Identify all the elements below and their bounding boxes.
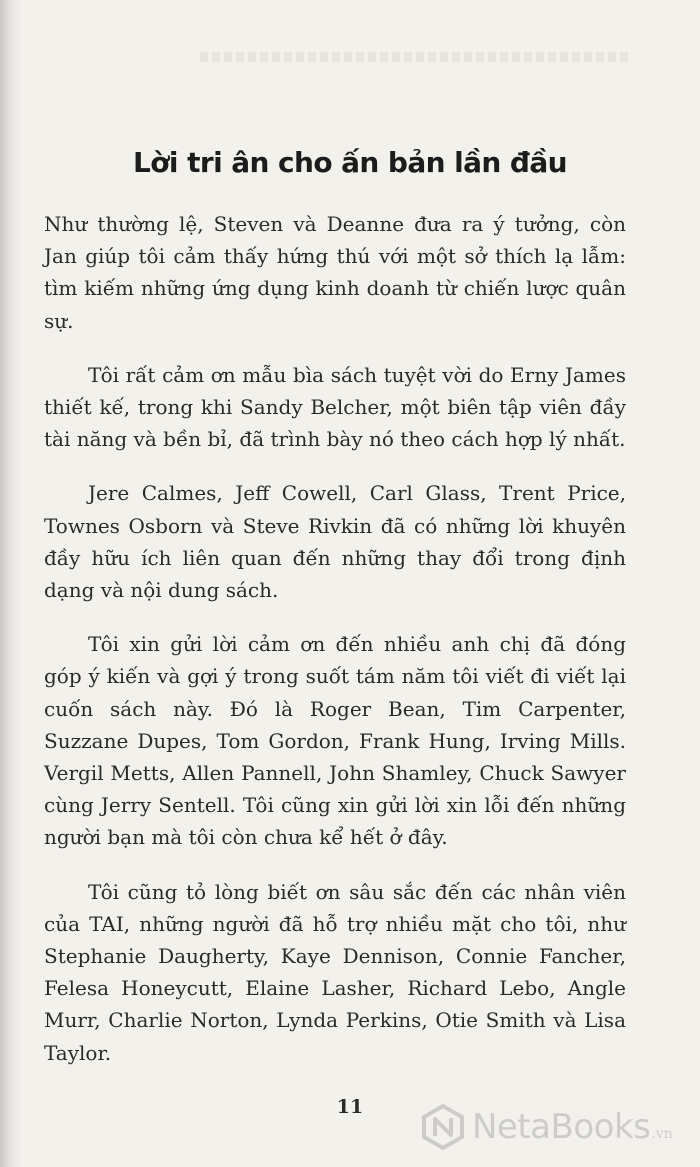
- neta-logo-icon: [420, 1104, 466, 1150]
- netabooks-watermark: [420, 1104, 673, 1150]
- paragraph-1: Như thường lệ, Steven và Deanne đưa ra ý tưởng, còn Jan giúp tôi cảm thấy hứng thú với một sở thích lạ lẫm: tìm kiếm những ứng dụng kinh doanh từ chiến lược quân sự.: [44, 212, 626, 333]
- watermark-suffix: .vn: [651, 1126, 673, 1142]
- bleed-through-text: [200, 52, 630, 62]
- body-text: [44, 208, 626, 1091]
- paragraph-3: Jere Calmes, Jeff Cowell, Carl Glass, Trent Price, Townes Osborn và Steve Rivkin đã có những lời khuyên đầy hữu ích liên quan đến những thay đổi trong định dạng và nội dung sách.: [44, 481, 626, 603]
- paragraph-5: Tôi cũng tỏ lòng biết ơn sâu sắc đến các nhân viên của TAI, những người đã hỗ trợ nhiều mặt cho tôi, như Stephanie Daugherty, Kaye Dennison, Connie Fancher, Felesa Honeycutt, Elaine Lasher, Richard Lebo, Angle Murr, Charlie Norton, Lynda Perkins, Otie Smith và Lisa Taylor.: [44, 879, 626, 1065]
- paragraph-4: Tôi xin gửi lời cảm ơn đến nhiều anh chị đã đóng góp ý kiến và gợi ý trong suốt tám năm tôi viết đi viết lại cuốn sách này. Đó là Roger Bean, Tim Carpenter, Suzzane Dupes, Tom Gordon, Frank Hung, Irving Mills. Vergil Metts, Allen Pannell, John Shamley, Chuck Sawyer cùng Jerry Sentell. Tôi cũng xin gửi lời xin lỗi đến những người bạn mà tôi còn chưa kể hết ở đây.: [44, 632, 626, 850]
- page-number: 11: [336, 1096, 364, 1118]
- watermark-brand: NetaBooks: [472, 1107, 651, 1147]
- chapter-title: Lời tri ân cho ấn bản lần đầu: [133, 146, 567, 179]
- paragraph-2: Tôi rất cảm ơn mẫu bìa sách tuyệt vời do Erny James thiết kế, trong khi Sandy Belcher, một biên tập viên đầy tài năng và bền bỉ, đã trình bày nó theo cách hợp lý nhất.: [44, 362, 626, 452]
